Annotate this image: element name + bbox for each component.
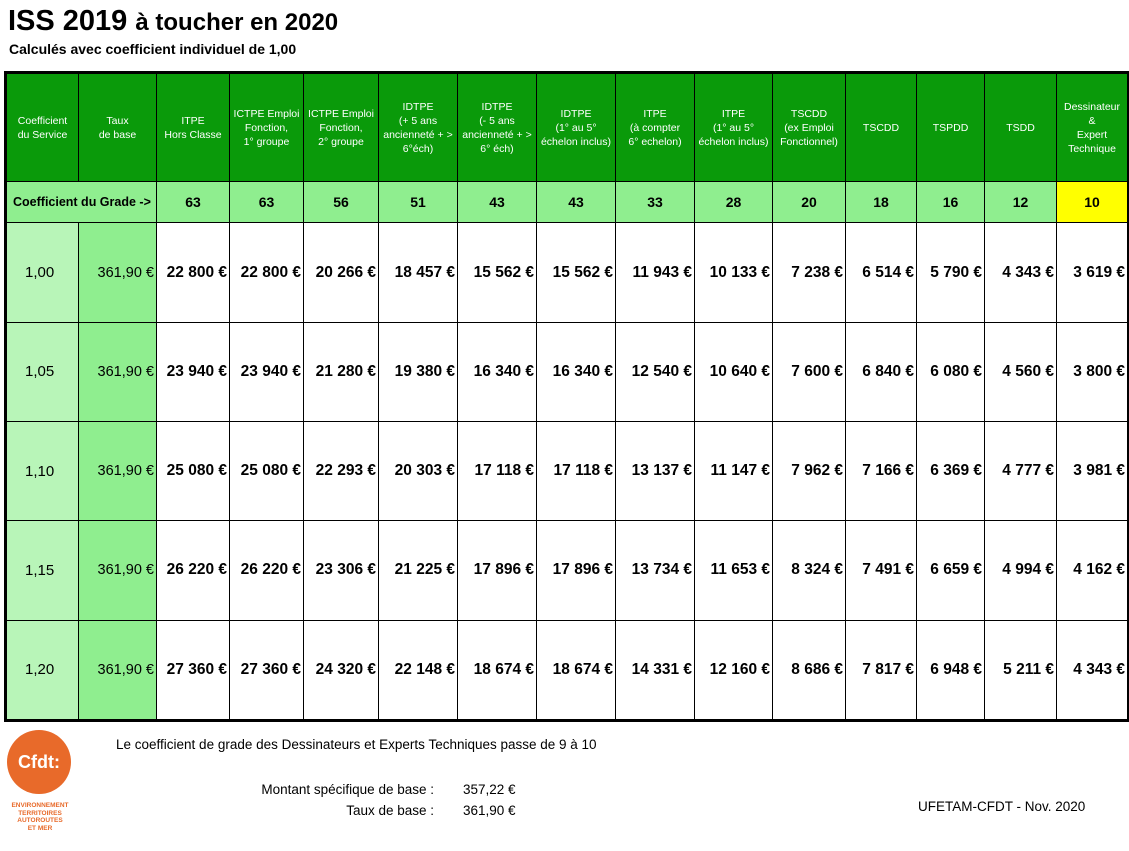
amount-cell: 4 162 € <box>1057 521 1129 620</box>
amount-cell: 5 211 € <box>985 620 1057 720</box>
column-header-line: Technique <box>1068 142 1116 155</box>
column-header <box>985 73 1057 182</box>
column-header-line: Fonction, <box>244 121 289 134</box>
column-header-line: (1° au 5° <box>712 121 755 134</box>
base-value: 357,22 € <box>463 782 516 797</box>
page-subtitle: Calculés avec coefficient individuel de 1,00 <box>9 41 297 57</box>
column-header <box>695 73 773 182</box>
amount-cell: 16 340 € <box>537 322 616 421</box>
amount-cell: 16 340 € <box>458 322 537 421</box>
amount-cell: 6 659 € <box>917 521 985 620</box>
column-header-line: ICTPE Emploi <box>308 107 374 120</box>
column-header-line: ITPE <box>721 107 746 120</box>
amount-cell: 12 160 € <box>695 620 773 720</box>
column-header-line: 6° echelon) <box>628 135 682 148</box>
logo-line: AUTOROUTES <box>17 817 63 824</box>
logo-text <box>7 802 73 832</box>
column-header-line: Fonctionnel) <box>780 135 838 148</box>
column-header <box>458 73 537 182</box>
column-header <box>79 73 157 182</box>
amount-cell: 6 369 € <box>917 422 985 521</box>
column-header-line: Taux <box>106 114 129 127</box>
table-row <box>6 620 1129 720</box>
column-header-line: ITPE <box>181 114 205 127</box>
logo-line: ENVIRONNEMENT <box>11 802 69 809</box>
grade-coefficient: 16 <box>917 182 985 223</box>
column-header-line: du Service <box>17 128 68 141</box>
amount-cell: 22 293 € <box>304 422 379 521</box>
amount-cell: 22 148 € <box>379 620 458 720</box>
title-main: ISS 2019 <box>8 5 128 37</box>
table-row <box>6 322 1129 421</box>
amount-cell: 6 840 € <box>846 322 917 421</box>
amount-cell: 4 343 € <box>985 223 1057 322</box>
column-header <box>917 73 985 182</box>
column-header-line: (- 5 ans <box>479 114 515 127</box>
amount-cell: 26 220 € <box>230 521 304 620</box>
base-row <box>240 779 516 800</box>
amount-cell: 11 653 € <box>695 521 773 620</box>
column-header <box>616 73 695 182</box>
title-block <box>8 4 338 58</box>
amount-cell: 22 800 € <box>230 223 304 322</box>
column-header-line: (+ 5 ans <box>398 114 438 127</box>
amount-cell: 10 133 € <box>695 223 773 322</box>
amount-cell: 20 303 € <box>379 422 458 521</box>
service-coefficient: 1,05 <box>6 322 79 421</box>
table-row <box>6 521 1129 620</box>
iss-table <box>4 71 1129 722</box>
base-label: Taux de base : <box>346 803 434 818</box>
amount-cell: 4 560 € <box>985 322 1057 421</box>
amount-cell: 6 514 € <box>846 223 917 322</box>
logo-circle: Cfdt: <box>7 730 71 794</box>
column-header-line: Hors Classe <box>164 128 222 141</box>
amount-cell: 24 320 € <box>304 620 379 720</box>
amount-cell: 18 674 € <box>537 620 616 720</box>
amount-cell: 3 800 € <box>1057 322 1129 421</box>
grade-coefficient: 43 <box>458 182 537 223</box>
column-header-line: ICTPE Emploi <box>233 107 300 120</box>
logo-line: TERRITOIRES <box>18 809 62 817</box>
amount-cell: 25 080 € <box>230 422 304 521</box>
amount-cell: 25 080 € <box>157 422 230 521</box>
column-header-line: TSCDD <box>790 107 828 120</box>
service-coefficient: 1,20 <box>6 620 79 720</box>
amount-cell: 18 674 € <box>458 620 537 720</box>
amount-cell: 13 734 € <box>616 521 695 620</box>
base-rate: 361,90 € <box>79 521 157 620</box>
column-header <box>1057 73 1129 182</box>
grade-coefficient: 12 <box>985 182 1057 223</box>
column-header-line: 6° éch) <box>480 142 514 155</box>
base-label: Montant spécifique de base : <box>261 782 434 797</box>
amount-cell: 21 280 € <box>304 322 379 421</box>
grade-label: Coefficient du Grade -> <box>6 182 157 223</box>
base-rate: 361,90 € <box>79 620 157 720</box>
column-header <box>230 73 304 182</box>
grade-coefficient: 10 <box>1057 182 1129 223</box>
column-header-line: échelon inclus) <box>540 135 612 148</box>
column-header-line: (ex Emploi <box>784 121 834 134</box>
column-header-line: IDTPE <box>402 100 434 113</box>
grade-coefficient: 33 <box>616 182 695 223</box>
amount-cell: 17 896 € <box>458 521 537 620</box>
column-header-line: 1° groupe <box>243 135 290 148</box>
base-value: 361,90 € <box>463 803 516 818</box>
grade-coefficient: 63 <box>157 182 230 223</box>
grade-row <box>6 182 1129 223</box>
grade-coefficient: 20 <box>773 182 846 223</box>
column-header-line: 6°éch) <box>402 142 434 155</box>
amount-cell: 23 940 € <box>157 322 230 421</box>
amount-cell: 4 994 € <box>985 521 1057 620</box>
column-header-line: ITPE <box>643 107 667 120</box>
amount-cell: 7 817 € <box>846 620 917 720</box>
service-coefficient: 1,15 <box>6 521 79 620</box>
header-row <box>6 73 1129 182</box>
amount-cell: 3 981 € <box>1057 422 1129 521</box>
column-header <box>846 73 917 182</box>
base-rate: 361,90 € <box>79 322 157 421</box>
table-row <box>6 223 1129 322</box>
amount-cell: 11 943 € <box>616 223 695 322</box>
note-text: Le coefficient de grade des Dessinateurs et Experts Techniques passe de 9 à 10 <box>116 737 597 752</box>
footer-credit: UFETAM-CFDT - Nov. 2020 <box>918 799 1086 814</box>
amount-cell: 21 225 € <box>379 521 458 620</box>
amount-cell: 20 266 € <box>304 223 379 322</box>
grade-coefficient: 63 <box>230 182 304 223</box>
amount-cell: 17 118 € <box>537 422 616 521</box>
column-header-line: TSCDD <box>862 121 900 134</box>
column-header <box>379 73 458 182</box>
amount-cell: 23 940 € <box>230 322 304 421</box>
amount-cell: 26 220 € <box>157 521 230 620</box>
column-header-line: ancienneté + > <box>462 128 532 141</box>
column-header-line: IDTPE <box>560 107 592 120</box>
amount-cell: 15 562 € <box>458 223 537 322</box>
amount-cell: 7 491 € <box>846 521 917 620</box>
amount-cell: 4 343 € <box>1057 620 1129 720</box>
column-header-line: Dessinateur <box>1063 100 1121 113</box>
page-title <box>8 4 338 40</box>
amount-cell: 6 948 € <box>917 620 985 720</box>
amount-cell: 17 118 € <box>458 422 537 521</box>
service-coefficient: 1,10 <box>6 422 79 521</box>
grade-coefficient: 43 <box>537 182 616 223</box>
column-header <box>537 73 616 182</box>
amount-cell: 5 790 € <box>917 223 985 322</box>
logo-line: ET MER <box>27 824 53 832</box>
column-header-line: Fonction, <box>319 121 363 134</box>
amount-cell: 13 137 € <box>616 422 695 521</box>
column-header-line: échelon inclus) <box>698 135 769 148</box>
amount-cell: 7 238 € <box>773 223 846 322</box>
column-header-line: TSPDD <box>932 121 969 134</box>
title-rest: à toucher en 2020 <box>135 9 339 36</box>
amount-cell: 22 800 € <box>157 223 230 322</box>
amount-cell: 15 562 € <box>537 223 616 322</box>
grade-coefficient: 28 <box>695 182 773 223</box>
column-header-line: TSDD <box>1006 121 1035 134</box>
amount-cell: 23 306 € <box>304 521 379 620</box>
amount-cell: 8 686 € <box>773 620 846 720</box>
base-rate: 361,90 € <box>79 422 157 521</box>
table-row <box>6 422 1129 521</box>
cfdt-logo <box>7 730 73 832</box>
base-rate: 361,90 € <box>79 223 157 322</box>
column-header-line: ancienneté + > <box>383 128 453 141</box>
column-header-line: de base <box>98 128 137 141</box>
column-header-line: Coefficient <box>17 114 68 127</box>
base-amounts <box>240 779 516 821</box>
amount-cell: 14 331 € <box>616 620 695 720</box>
amount-cell: 17 896 € <box>537 521 616 620</box>
amount-cell: 27 360 € <box>230 620 304 720</box>
amount-cell: 8 324 € <box>773 521 846 620</box>
column-header-line: 2° groupe <box>318 135 364 148</box>
service-coefficient: 1,00 <box>6 223 79 322</box>
amount-cell: 11 147 € <box>695 422 773 521</box>
amount-cell: 10 640 € <box>695 322 773 421</box>
amount-cell: 19 380 € <box>379 322 458 421</box>
amount-cell: 6 080 € <box>917 322 985 421</box>
base-row <box>240 800 516 821</box>
column-header-line: Expert <box>1076 128 1108 141</box>
column-header-line: (à compter <box>629 121 681 134</box>
column-header-line: & <box>1088 114 1096 127</box>
amount-cell: 7 600 € <box>773 322 846 421</box>
grade-coefficient: 51 <box>379 182 458 223</box>
amount-cell: 7 166 € <box>846 422 917 521</box>
amount-cell: 7 962 € <box>773 422 846 521</box>
column-header-line: IDTPE <box>481 100 513 113</box>
column-header <box>6 73 79 182</box>
amount-cell: 27 360 € <box>157 620 230 720</box>
amount-cell: 4 777 € <box>985 422 1057 521</box>
grade-coefficient: 18 <box>846 182 917 223</box>
column-header <box>304 73 379 182</box>
amount-cell: 12 540 € <box>616 322 695 421</box>
column-header-line: (1° au 5° <box>555 121 597 134</box>
amount-cell: 3 619 € <box>1057 223 1129 322</box>
column-header <box>157 73 230 182</box>
grade-coefficient: 56 <box>304 182 379 223</box>
column-header <box>773 73 846 182</box>
amount-cell: 18 457 € <box>379 223 458 322</box>
